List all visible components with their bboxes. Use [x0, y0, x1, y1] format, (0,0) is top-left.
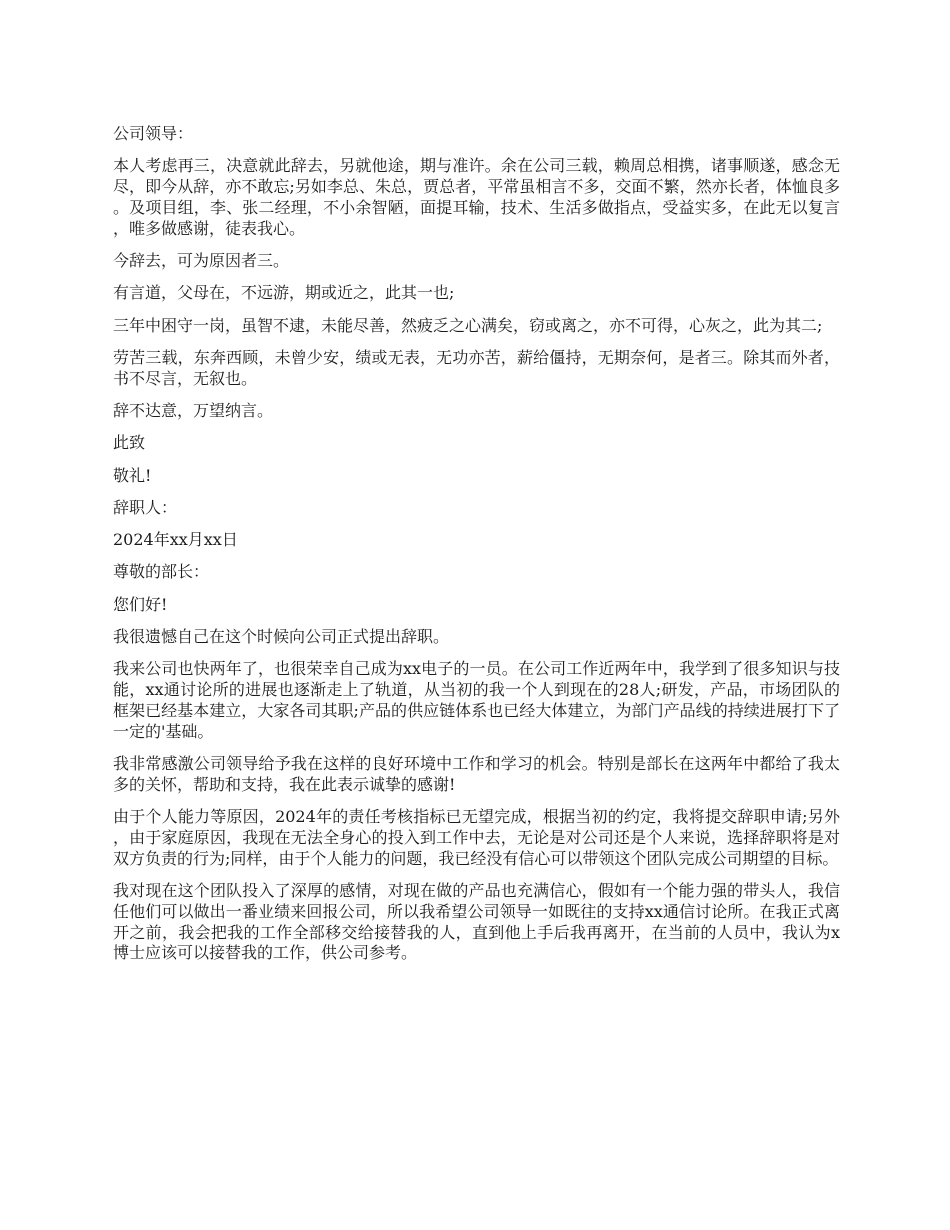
letter1-paragraph: 有言道，父母在，不远游，期或近之，此其一也;: [113, 283, 455, 303]
letter1-paragraph: 三年中困守一岗，虽智不逮，未能尽善，然疲乏之心满矣，窃或离之，亦不可得，心灰之，此为其二;: [113, 315, 823, 335]
letter2-paragraph: 我很遗憾自己在这个时候向公司正式提出辞职。: [113, 627, 450, 647]
letter1-closing: 此致: [113, 433, 146, 453]
letter1-paragraph: 劳苦三载，东奔西顾，未曾少安，绩或无表，无功亦苦，薪给僵持，无期奈何，是者三。除其而外者，书不尽言，无叙也。: [113, 347, 840, 388]
document-body: [113, 124, 840, 976]
letter2-paragraph: 由于个人能力等原因，2024年的责任考核指标已无望完成，根据当初的约定，我将提交辞职申请;另外，由于家庭原因，我现在无法全身心的投入到工作中去，无论是对公司还是个人来说，选择辞职将是对双方负责的行为;同样，由于个人能力的问题，我已经没有信心可以带领这个团队完成公司期望的目标。: [113, 807, 840, 868]
letter1-paragraph: 本人考虑再三，决意就此辞去，另就他途，期与准许。余在公司三载，赖周总相携，诸事顺遂，感念无尽，即今从辞，亦不敢忘;另如李总、朱总，贾总者，平常虽相言不多，交面不繁，然亦长者，体恤良多。及项目组，李、张二经理，不小余智陋，面提耳输，技术、生活多做指点，受益实多，在此无以复言，唯多做感谢，徒表我心。: [113, 156, 840, 238]
letter1-date: 2024年xx月xx日: [113, 530, 238, 550]
letter2-paragraph: 我来公司也快两年了，也很荣幸自己成为xx电子的一员。在公司工作近两年中，我学到了很多知识与技能，xx通讨论所的进展也逐渐走上了轨道，从当初的我一个人到现在的28人;研发，产品，市场团队的框架已经基本建立，大家各司其职;产品的供应链体系也已经大体建立，为部门产品线的持续进展打下了一定的'基础。: [113, 659, 840, 741]
letter1-paragraph: 辞不达意，万望纳言。: [113, 400, 274, 420]
letter2-salutation: 尊敬的部长：: [113, 562, 210, 582]
letter1-signer-label: 辞职人：: [113, 497, 178, 517]
letter1-salutation: 公司领导：: [113, 124, 194, 143]
letter2-greeting: 您们好!: [113, 594, 168, 614]
letter2-paragraph: 我对现在这个团队投入了深厚的感情，对现在做的产品也充满信心，假如有一个能力强的带头人，我信任他们可以做出一番业绩来回报公司，所以我希望公司领导一如既往的支持xx通信讨论所。在我正式离开之前，我会把我的工作全部移交给接替我的人，直到他上手后我再离开，在当前的人员中，我认为x博士应该可以接替我的工作，供公司参考。: [113, 881, 840, 963]
letter1-paragraph: 今辞去，可为原因者三。: [113, 250, 290, 270]
letter1-regards: 敬礼!: [113, 465, 152, 485]
letter2-paragraph: 我非常感激公司领导给予我在这样的良好环境中工作和学习的机会。特别是部长在这两年中都给了我太多的关怀，帮助和支持，我在此表示诚挚的感谢!: [113, 754, 840, 794]
